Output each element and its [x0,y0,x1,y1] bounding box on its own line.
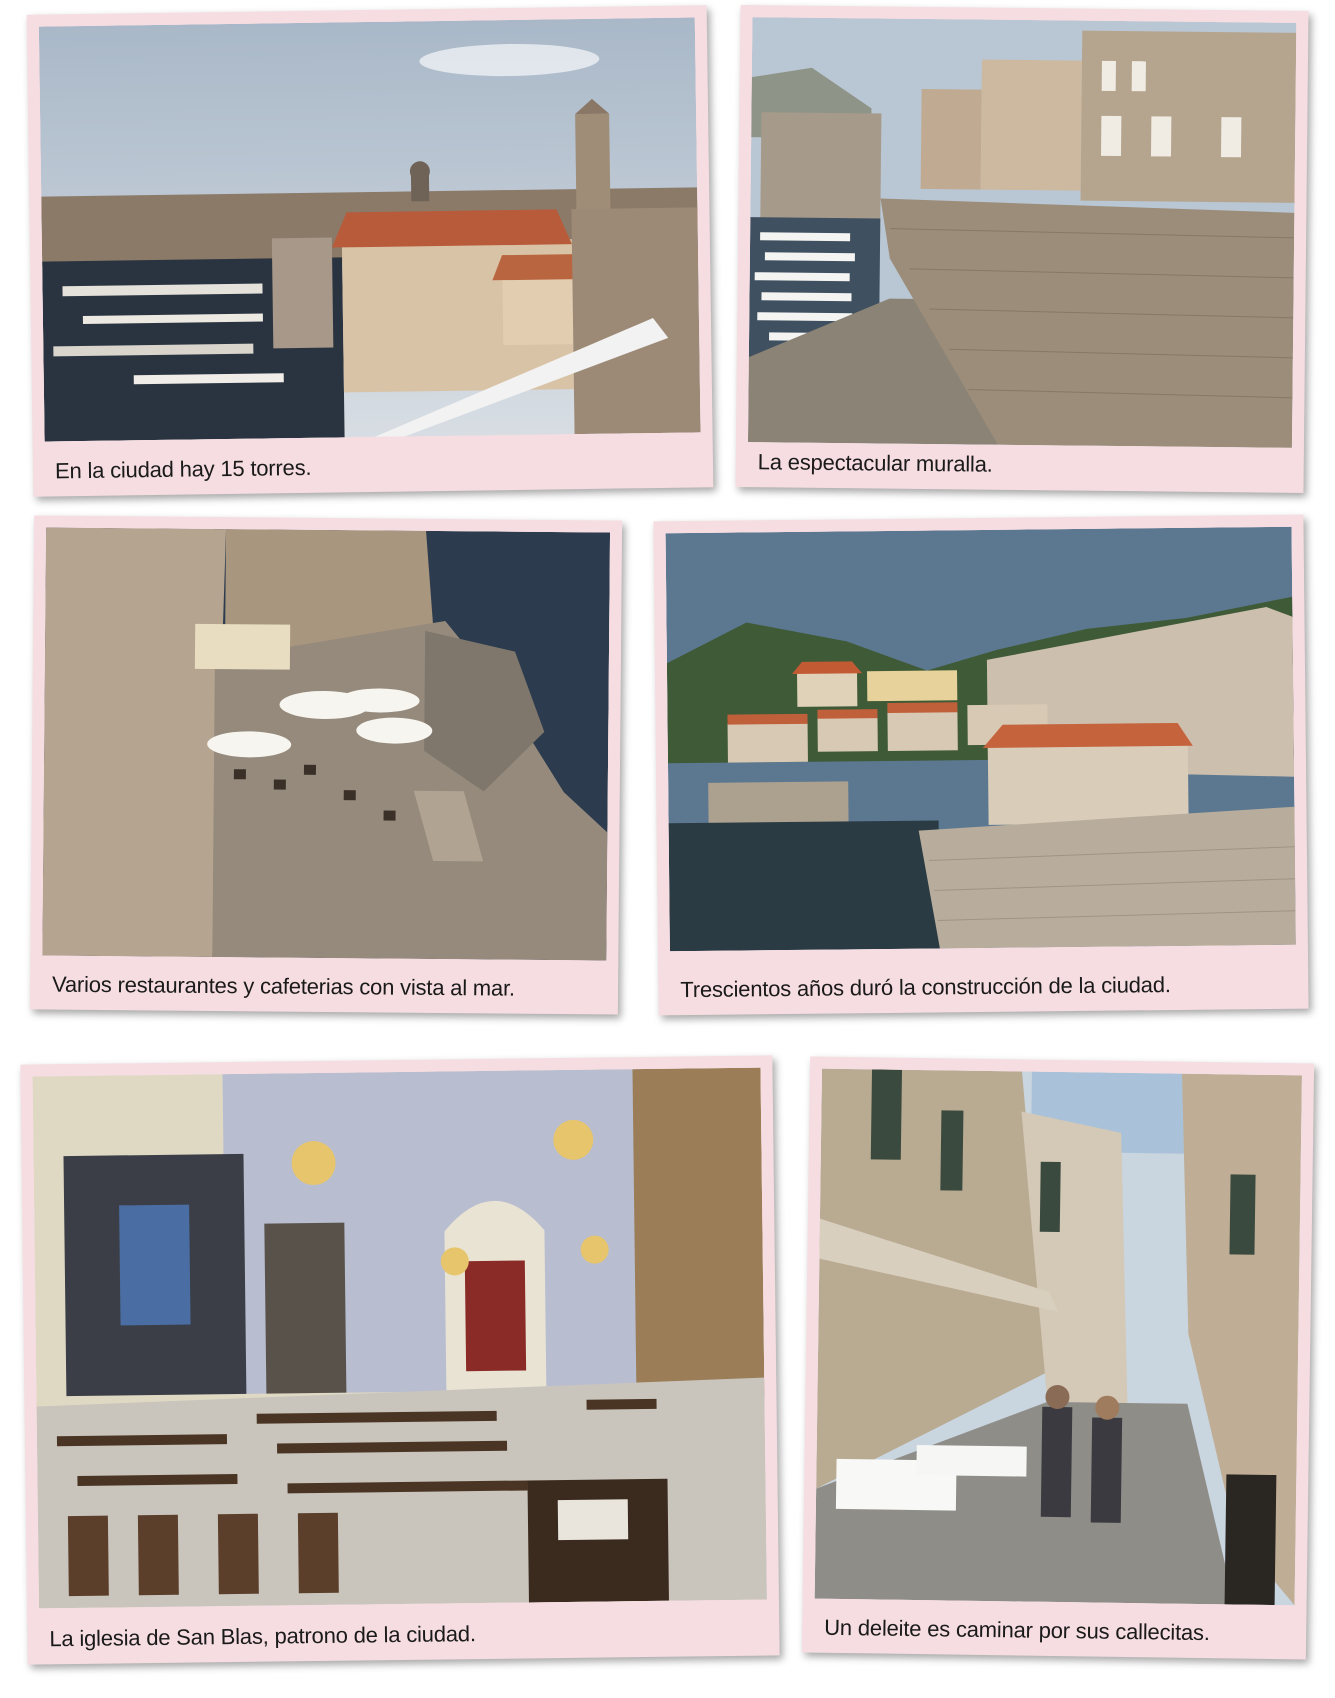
photo-card-construction [653,515,1308,1016]
cliff-cafes-photo [42,528,610,961]
photo-card-streets [802,1057,1314,1660]
church-interior-photo [33,1068,767,1609]
harbor-towers-photo [39,17,701,441]
photo-caption: La espectacular muralla. [757,449,993,477]
harbor-panorama-photo [666,527,1296,952]
photo-caption: Varios restaurantes y cafeterias con vista al mar. [51,971,515,1001]
photo-card-towers [27,5,714,496]
photo-caption: En la ciudad hay 15 torres. [54,454,312,484]
photo-card-cafes [30,515,622,1014]
photo-card-wall [735,5,1308,493]
photo-caption: La iglesia de San Blas, patrono de la ciudad. [49,1621,476,1652]
narrow-street-photo [815,1069,1302,1606]
photo-caption: Trescientos años duró la construcción de la ciudad. [680,972,1171,1003]
city-wall-photo [748,17,1296,448]
photo-card-church [20,1055,779,1664]
photo-caption: Un deleite es caminar por sus callecitas. [824,1614,1210,1646]
